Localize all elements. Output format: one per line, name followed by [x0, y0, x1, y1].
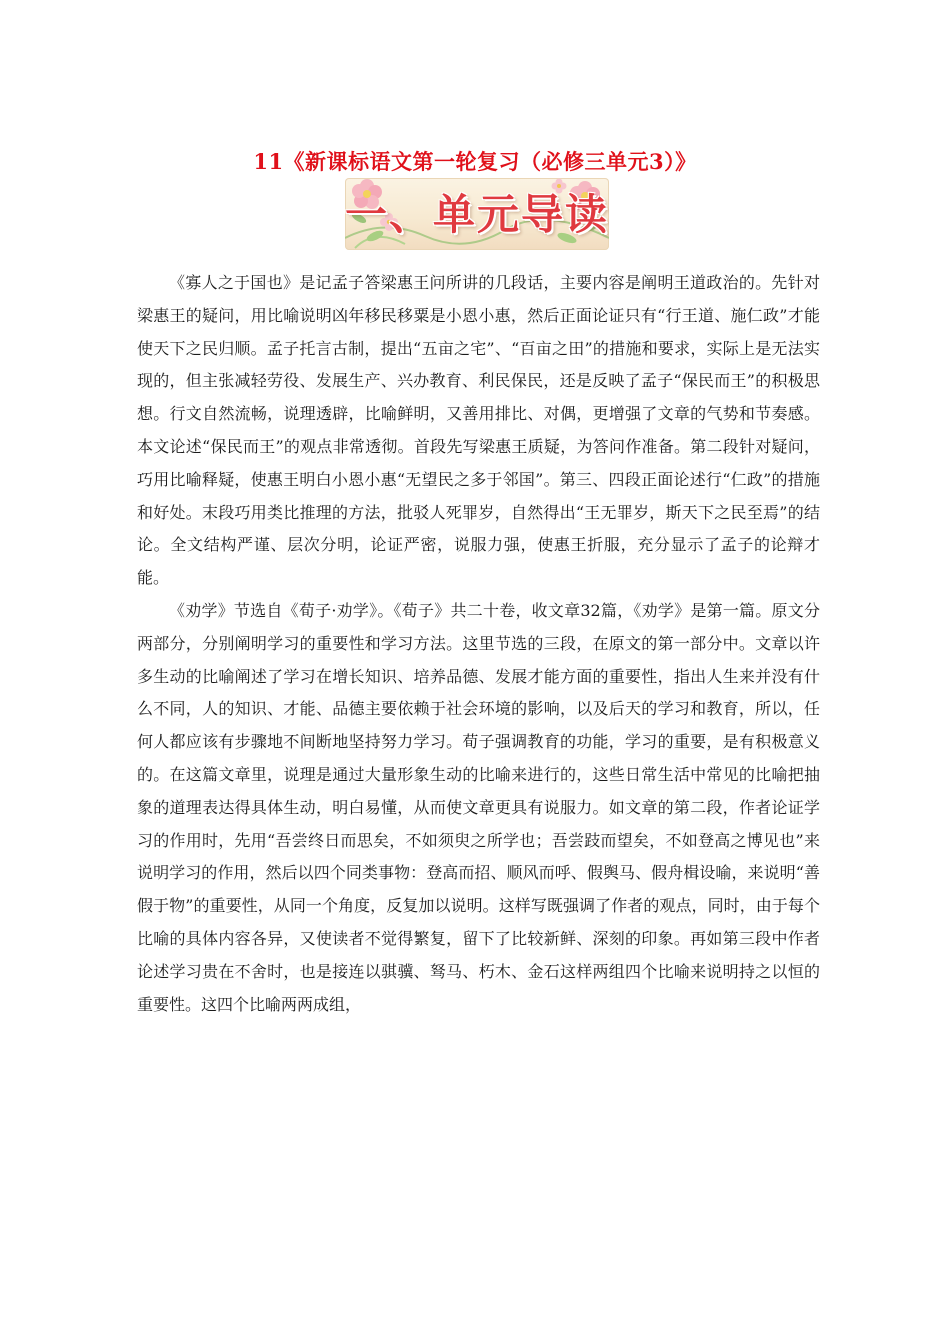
document-body: [137, 267, 820, 1021]
paragraph: 《寡人之于国也》是记孟子答梁惠王问所讲的几段话，主要内容是阐明王道政治的。先针对梁惠王的疑问，用比喻说明凶年移民移粟是小恩小惠，然后正面论证只有“行王道、施仁政”才能使天下之民归顺。孟子托言古制，提出“五亩之宅”、“百亩之田”的措施和要求，实际上是无法实现的，但主张减轻劳役、发展生产、兴办教育、利民保民，还是反映了孟子“保民而王”的积极思想。行文自然流畅，说理透辟，比喻鲜明，又善用排比、对偶，更增强了文章的气势和节奏感。本文论述“保民而王”的观点非常透彻。首段先写梁惠王质疑，为答问作准备。第二段针对疑问，巧用比喻释疑，使惠王明白小恩小惠“无望民之多于邻国”。第三、四段正面论述行“仁政”的措施和好处。末段巧用类比推理的方法，批驳人死罪岁，自然得出“王无罪岁，斯天下之民至焉”的结论。全文结构严谨、层次分明，论证严密，说服力强，使惠王折服，充分显示了孟子的论辩才能。: [137, 273, 820, 588]
section-banner: [345, 178, 609, 250]
document-title: 11《新课标语文第一轮复习（必修三单元3）》: [253, 149, 697, 174]
paragraph: 《劝学》节选自《荀子·劝学》。《荀子》共二十卷，收文章32篇，《劝学》是第一篇。原文分两部分，分别阐明学习的重要性和学习方法。这里节选的三段，在原文的第一部分中。文章以许多生动的比喻阐述了学习在增长知识、培养品德、发展才能方面的重要性，指出人生来并没有什么不同，人的知识、才能、品德主要依赖于社会环境的影响，以及后天的学习和教育，所以，任何人都应该有步骤地不间断地坚持努力学习。荀子强调教育的功能，学习的重要，是有积极意义的。在这篇文章里，说理是通过大量形象生动的比喻来进行的，这些日常生活中常见的比喻把抽象的道理表达得具体生动，明白易懂，从而使文章更具有说服力。如文章的第二段，作者论证学习的作用时，先用“吾尝终日而思矣，不如须臾之所学也；吾尝跂而望矣，不如登高之博见也”来说明学习的作用，然后以四个同类事物：登高而招、顺风而呼、假舆马、假舟楫设喻，来说明“善假于物”的重要性，从同一个角度，反复加以说明。这样写既强调了作者的观点，同时，由于每个比喻的具体内容各异，又使读者不觉得繁复，留下了比较新鲜、深刻的印象。再如第三段中作者论述学习贵在不舍时，也是接连以骐骥、驽马、朽木、金石这样两组四个比喻来说明持之以恒的重要性。这四个比喻两两成组，: [137, 600, 820, 1014]
section-heading: 一、单元导读: [345, 190, 609, 239]
